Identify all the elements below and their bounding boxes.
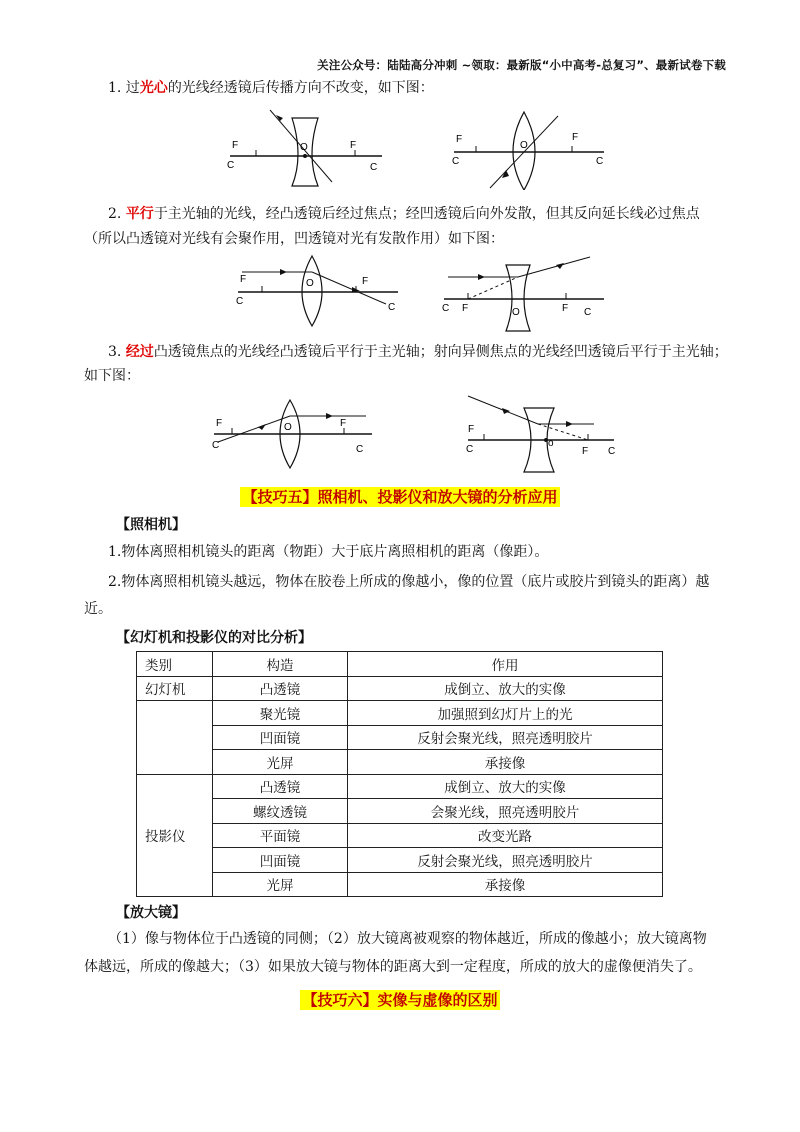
label-F-right: F <box>562 303 569 314</box>
label-C-left: C <box>212 440 220 451</box>
table-row <box>137 676 663 701</box>
rule-2-line2: （所以凸透镜对光线有会聚作用，凹透镜对光有发散作用）如下图： <box>84 231 504 247</box>
magnifier-line-2: 体越远，所成的像越大；（3）如果放大镜与物体的距离大到一定程度，所成的放大的虚像便消失了。 <box>84 959 702 975</box>
camera-point-2: 2.物体离照相机镜头越远，物体在胶卷上所成的像越小，像的位置（底片或胶片到镜头的距离）越 <box>108 574 710 590</box>
compare-title: 【幻灯机和投影仪的对比分析】 <box>116 630 312 646</box>
label-C-right: C <box>370 162 378 173</box>
label-O: O <box>520 140 528 151</box>
label-C-left: C <box>452 156 460 167</box>
label-F-right: F <box>340 418 347 429</box>
header-function: 作用 <box>348 652 663 677</box>
table-cell: 光屏 <box>213 872 348 897</box>
diagram-concave-parallel-ray <box>438 255 608 335</box>
table-cell: 聚光镜 <box>213 701 348 726</box>
table-cell: 改变光路 <box>348 823 663 848</box>
table-row <box>137 848 663 873</box>
label-F-right: F <box>350 140 357 151</box>
label-C-left: C <box>236 296 244 307</box>
table-cell: 加强照到幻灯片上的光 <box>348 701 663 726</box>
header-structure: 构造 <box>213 652 348 677</box>
table-cell: 反射会聚光线，照亮透明胶片 <box>348 848 663 873</box>
table-cell: 反射会聚光线，照亮透明胶片 <box>348 725 663 750</box>
magnifier-line-1: （1）像与物体位于凸透镜的同侧；（2）放大镜离被观察的物体越近，所成的像越小；放大镜离物 <box>108 931 707 947</box>
diagram-convex-center-ray <box>450 106 610 190</box>
rule-1-highlight: 光心 <box>139 80 168 96</box>
label-C-left: C <box>442 303 450 314</box>
table-cell: 成倒立、放大的实像 <box>348 774 663 799</box>
table-row <box>137 823 663 848</box>
table-cell: 凹面镜 <box>213 848 348 873</box>
table-cell-empty <box>137 701 213 775</box>
label-C-left: C <box>227 160 235 171</box>
rule-3 <box>108 341 728 363</box>
label-F-right: F <box>572 132 579 143</box>
label-C-right: C <box>584 307 592 318</box>
table-row <box>137 774 663 799</box>
table-cell: 凸透镜 <box>213 774 348 799</box>
table-cell: 承接像 <box>348 872 663 897</box>
table-row <box>137 701 663 726</box>
rule-1-prefix: 1. 过 <box>108 80 140 96</box>
label-F-left: F <box>456 134 463 145</box>
table-cell: 承接像 <box>348 750 663 775</box>
label-O: O <box>306 278 314 289</box>
label-O: O <box>300 142 308 153</box>
label-O: O <box>512 307 520 318</box>
camera-point-2-cont: 近。 <box>84 601 112 617</box>
table-cell: 会聚光线，照亮透明胶片 <box>348 799 663 824</box>
section-5-title-text: 【技巧五】照相机、投影仪和放大镜的分析应用 <box>242 488 558 506</box>
table-cell: 凹面镜 <box>213 725 348 750</box>
label-C-right: C <box>596 156 604 167</box>
table-cell: 平面镜 <box>213 823 348 848</box>
label-F-left: F <box>240 274 247 285</box>
section-5-title <box>0 486 800 507</box>
label-F-right: F <box>582 446 589 457</box>
label-F-left: F <box>232 140 239 151</box>
label-F-left: F <box>468 424 475 435</box>
rule-2-highlight: 平行 <box>125 206 154 222</box>
page-header: 关注公众号：陆陆高分冲刺 ~领取：最新版“小中高考-总复习”、最新试卷下载 <box>317 58 726 72</box>
label-O: O <box>284 422 292 433</box>
table-row <box>137 725 663 750</box>
label-F-left: F <box>462 303 469 314</box>
table-cell: 螺纹透镜 <box>213 799 348 824</box>
magnifier-title: 【放大镜】 <box>116 905 186 921</box>
table-header-row <box>137 652 663 677</box>
section-6-title-text: 【技巧六】实像与虚像的区别 <box>302 991 498 1009</box>
rule-1-text: 的光线经透镜后传播方向不改变，如下图： <box>167 80 434 96</box>
table-cell: 光屏 <box>213 750 348 775</box>
rule-3-prefix: 3. <box>108 344 126 360</box>
header-category: 类别 <box>137 652 213 677</box>
section-6-title <box>0 989 800 1010</box>
category-projector: 投影仪 <box>137 774 213 897</box>
diagram-convex-focus-ray <box>208 396 376 472</box>
table-row <box>137 750 663 775</box>
compare-table <box>136 651 663 897</box>
rule-2-prefix: 2. <box>108 206 126 222</box>
rule-1 <box>108 77 728 99</box>
table-row <box>137 799 663 824</box>
label-O: o <box>548 438 554 449</box>
label-C-left: C <box>466 444 474 455</box>
table-cell: 成倒立、放大的实像 <box>348 676 663 701</box>
table-row <box>137 872 663 897</box>
rule-3-line2: 如下图： <box>84 368 140 384</box>
category-slide-projector: 幻灯机 <box>137 676 213 701</box>
rule-2-text: 于主光轴的光线，经凸透镜后经过焦点；经凹透镜后向外发散，但其反向延长线必过焦点 <box>153 206 700 222</box>
camera-title: 【照相机】 <box>116 517 186 533</box>
diagram-concave-focus-ray <box>462 390 624 474</box>
camera-point-1: 1.物体离照相机镜头的距离（物距）大于底片离照相机的距离（像距）。 <box>108 544 549 560</box>
rule-3-text: 凸透镜焦点的光线经凸透镜后平行于主光轴；射向异侧焦点的光线经凹透镜后平行于主光轴； <box>153 344 728 360</box>
label-F-right: F <box>362 276 369 287</box>
diagram-convex-parallel-ray <box>232 252 404 330</box>
rule-3-highlight: 经过 <box>125 344 154 360</box>
label-C-right: C <box>388 302 396 313</box>
label-C-right: C <box>608 446 616 457</box>
diagram-concave-center-ray <box>222 106 392 190</box>
table-cell: 凸透镜 <box>213 676 348 701</box>
label-C-right: C <box>356 444 364 455</box>
rule-2 <box>108 203 728 225</box>
label-F-left: F <box>216 418 223 429</box>
